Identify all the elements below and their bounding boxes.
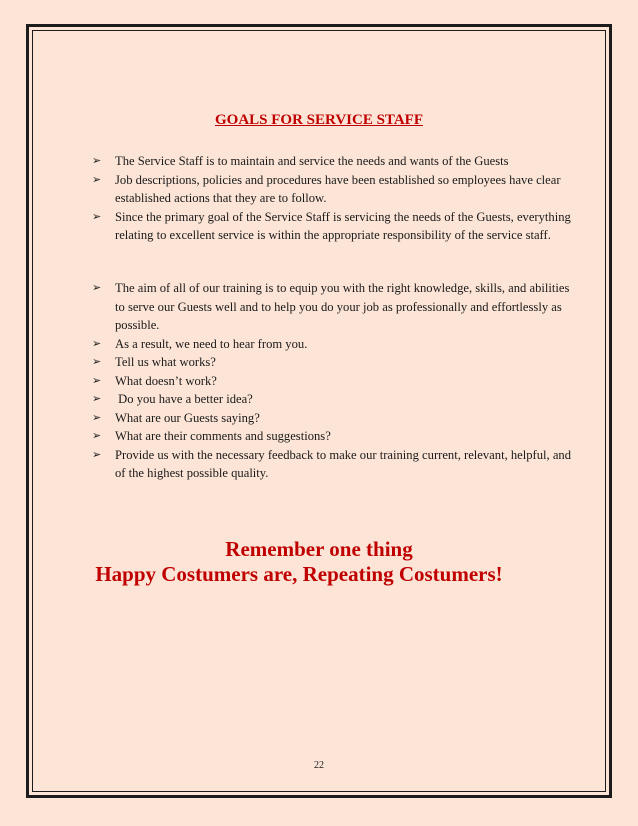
list-item-text: Tell us what works? — [115, 355, 216, 369]
list-item — [92, 390, 582, 409]
list-item-text: What doesn’t work? — [115, 373, 217, 388]
list-item-text: Since the primary goal of the Service Staff is servicing the needs of the Guests, everything relating to excellent service is within the appropriate responsibility of the service staff. — [115, 209, 571, 242]
list-item-text: As a result, we need to hear from you. — [115, 336, 308, 351]
arrow-bullet-icon: ➢ — [92, 430, 102, 442]
closing-line-1: Remember one thing — [225, 537, 413, 561]
arrow-bullet-icon: ➢ — [92, 155, 102, 167]
list-item-text: Do you have a better idea? — [115, 392, 253, 406]
list-item-text: The Service Staff is to maintain and service the needs and wants of the Guests — [115, 154, 509, 168]
list-item — [92, 152, 582, 171]
page-number: 22 — [314, 760, 324, 771]
list-item — [92, 446, 582, 483]
list-item — [92, 335, 582, 354]
list-item — [92, 372, 582, 391]
list-item — [92, 427, 582, 446]
list-item — [92, 279, 582, 335]
arrow-bullet-icon: ➢ — [92, 210, 102, 223]
list-item-text: Job descriptions, policies and procedures have been established so employees have clear established actions that they are to follow. — [115, 172, 561, 205]
list-item — [92, 171, 582, 208]
closing-line-2: Happy Costumers are, Repeating Costumers! — [95, 562, 503, 586]
list-item-text: The aim of all of our training is to equip you with the right knowledge, skills, and abilities to serve our Guests well and to help you do your job as professionally and effortlessly as possible. — [115, 281, 570, 332]
arrow-bullet-icon: ➢ — [92, 282, 102, 294]
arrow-bullet-icon: ➢ — [92, 173, 102, 186]
arrow-bullet-icon: ➢ — [92, 393, 102, 405]
arrow-bullet-icon: ➢ — [92, 448, 102, 461]
arrow-bullet-icon: ➢ — [92, 337, 102, 350]
list-item — [92, 409, 582, 428]
list-item-text: What are our Guests saying? — [115, 410, 260, 425]
section-title: GOALS FOR SERVICE STAFF — [215, 112, 423, 128]
list-item — [92, 208, 582, 245]
goals-list-secondary — [92, 279, 582, 483]
list-item-text: What are their comments and suggestions? — [115, 429, 331, 443]
goals-list-primary — [92, 152, 582, 245]
arrow-bullet-icon: ➢ — [92, 356, 102, 368]
arrow-bullet-icon: ➢ — [92, 411, 102, 424]
arrow-bullet-icon: ➢ — [92, 374, 102, 387]
list-item-text: Provide us with the necessary feedback to make our training current, relevant, helpful, and of the highest possible quality. — [115, 447, 572, 480]
list-item — [92, 353, 582, 372]
